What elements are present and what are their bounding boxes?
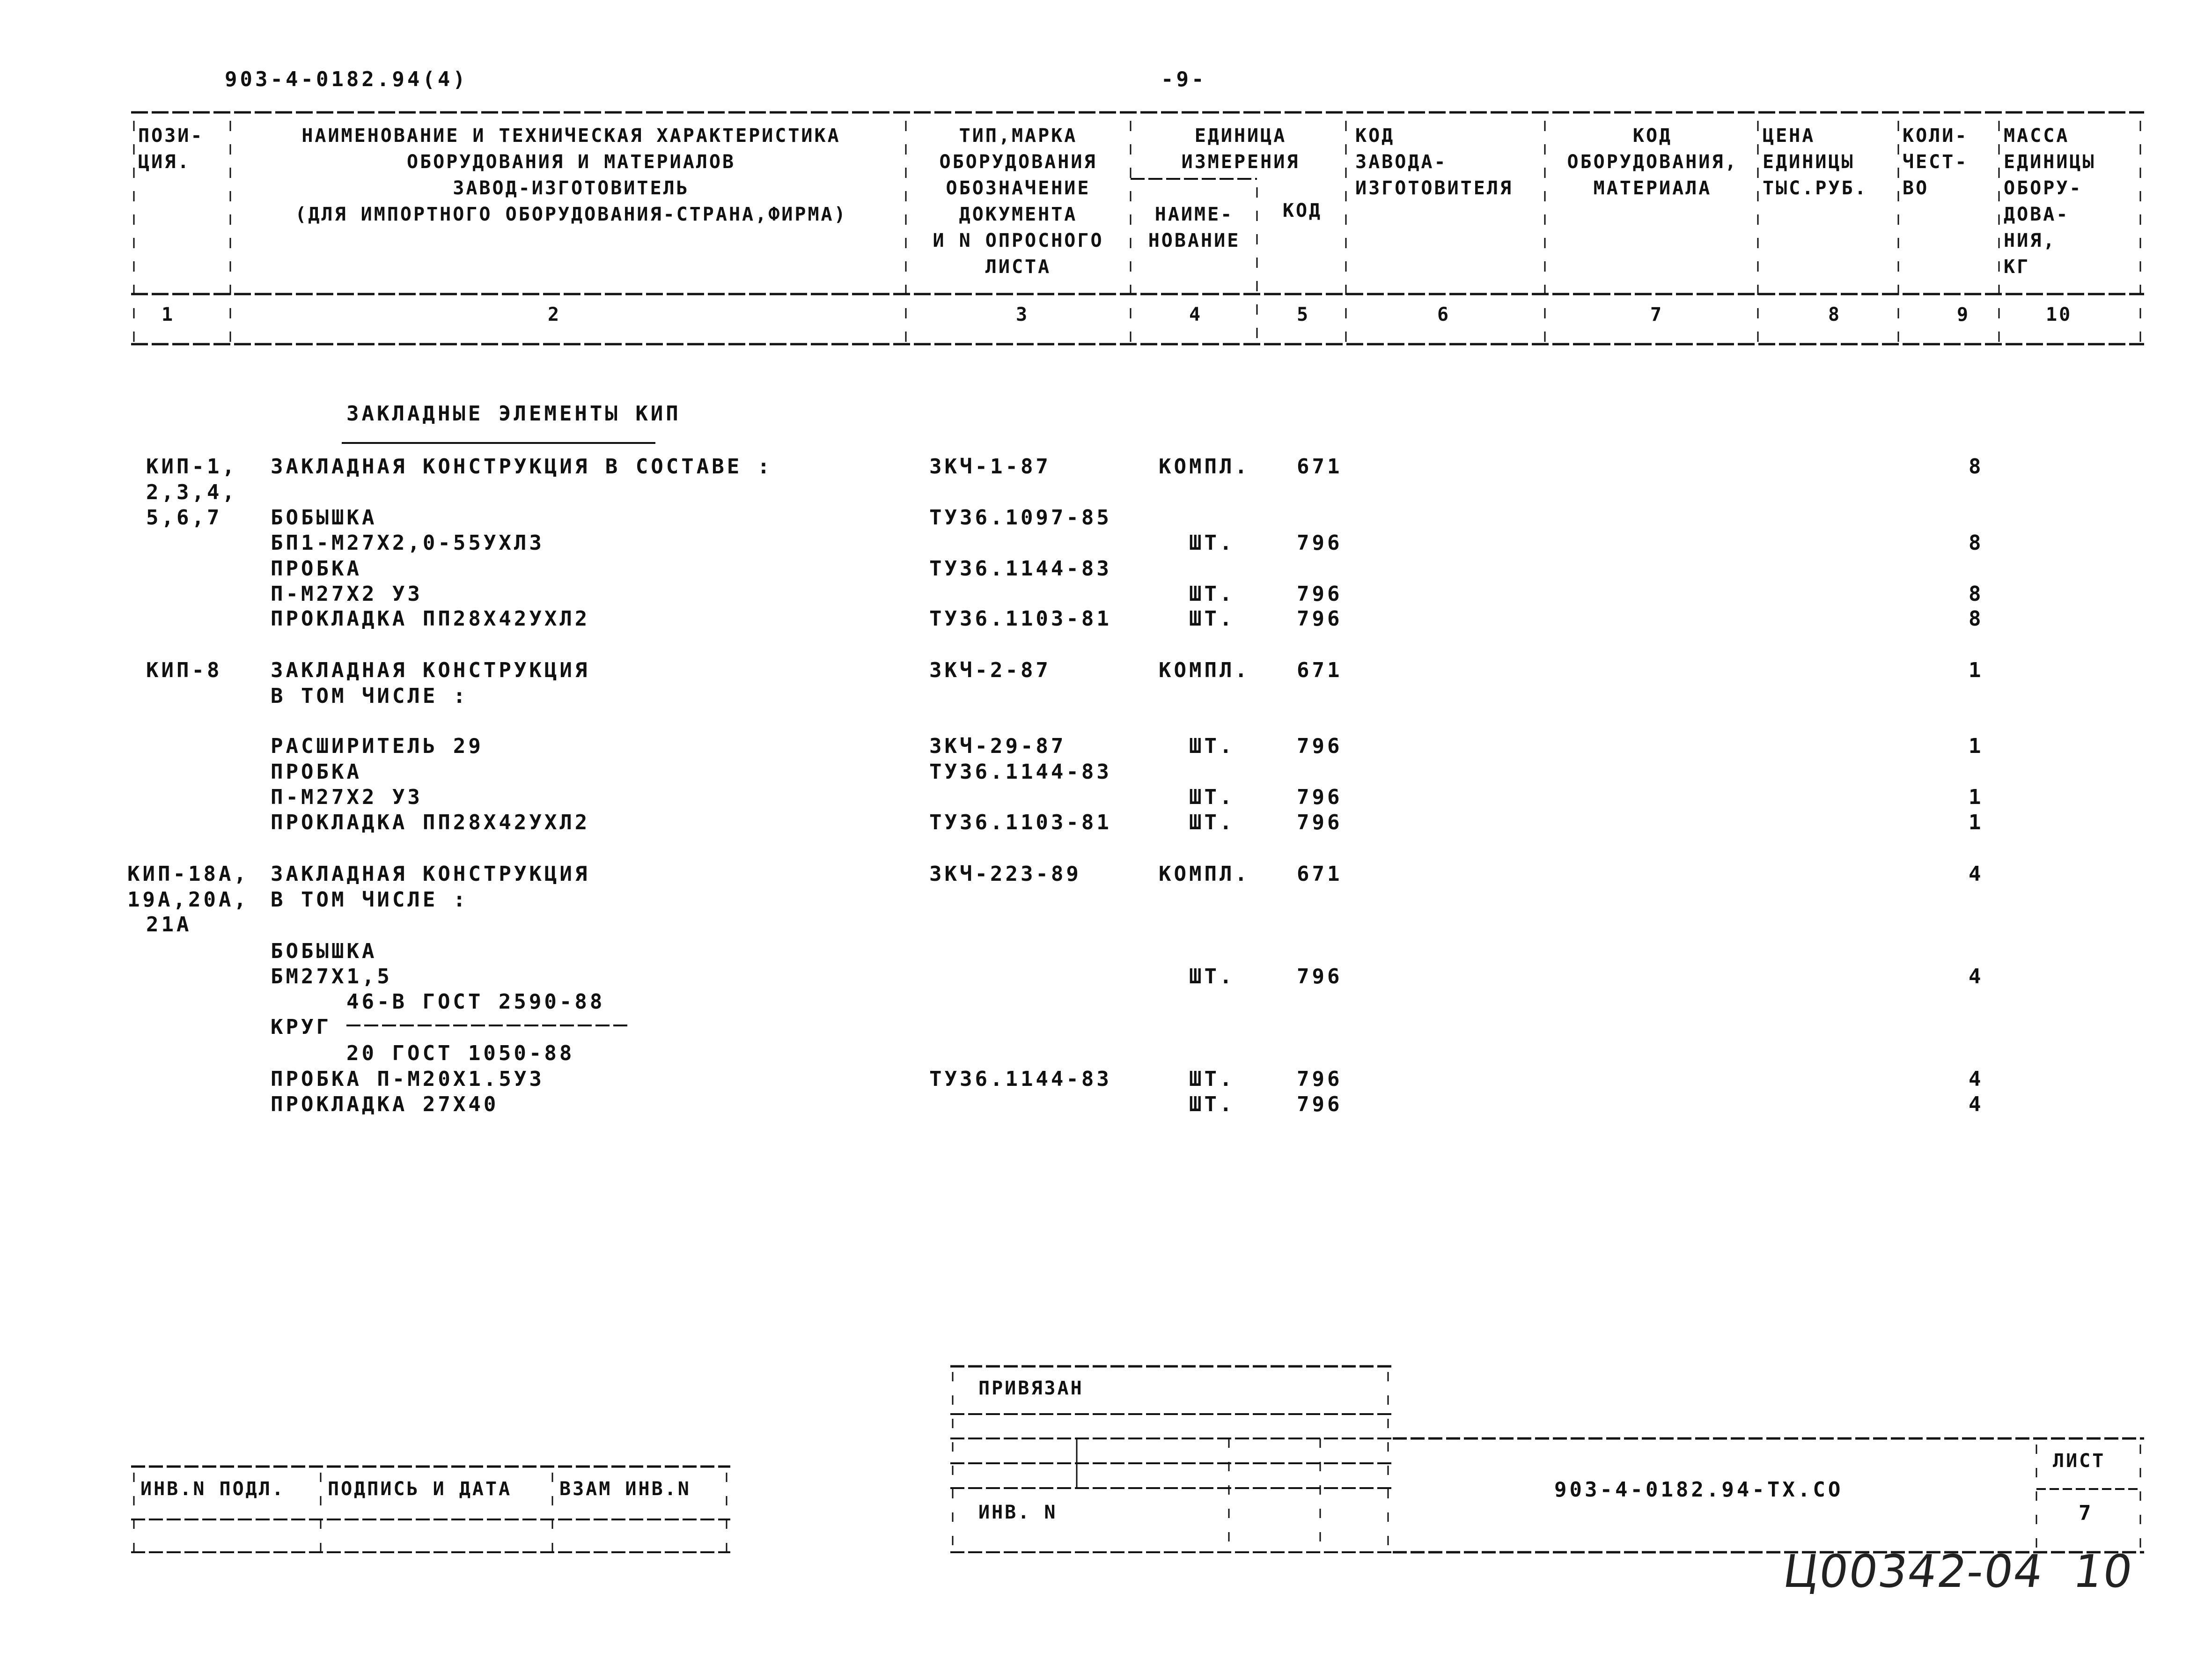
row-name: БОБЫШКА	[271, 939, 377, 963]
header-col10: МАССА ЕДИНИЦЫ ОБОРУ- ДОВА- НИЯ, КГ	[2004, 125, 2096, 278]
column-number: 10	[2046, 304, 2072, 325]
column-number: 2	[548, 304, 561, 325]
row-unit: ШТ.	[1189, 734, 1235, 758]
row-name: В ТОМ ЧИСЛЕ :	[271, 888, 469, 912]
section-title: ЗАКЛАДНЫЕ ЭЛЕМЕНТЫ КИП	[346, 402, 681, 426]
stamp-doc-number: 903-4-0182.94-ТХ.СО	[1554, 1478, 1844, 1502]
row-name: ПРОКЛАДКА ПП28Х42УХЛ2	[271, 607, 590, 631]
page-marker: -9-	[1161, 67, 1207, 91]
header-col5: КОД	[1282, 200, 1323, 221]
row-qty: 1	[1969, 811, 1984, 834]
row-type: ТУ36.1097-85	[929, 506, 1112, 530]
stamp-vzam-inv: ВЗАМ ИНВ.N	[559, 1478, 691, 1500]
row-type: ЗКЧ-2-87	[929, 658, 1051, 682]
row-name: БОБЫШКА	[271, 506, 377, 530]
row-qty: 1	[1969, 734, 1984, 758]
column-number: 9	[1957, 304, 1970, 325]
row-name: В ТОМ ЧИСЛЕ :	[271, 684, 469, 708]
row-type: ЗКЧ-1-87	[929, 455, 1051, 479]
row-code: 796	[1297, 531, 1343, 555]
stamp-inv-n: ИНВ. N	[978, 1502, 1058, 1523]
row-type: ТУ36.1144-83	[929, 760, 1112, 784]
header-col2: НАИМЕНОВАНИЕ И ТЕХНИЧЕСКАЯ ХАРАКТЕРИСТИКА ОБОРУДОВАНИЯ И МАТЕРИАЛОВ ЗАВОД-ИЗГОТОВИТЕЛЬ (ДЛЯ ИМПОРТНОГО ОБОРУДОВАНИЯ-СТРАНА,ФИРМА)	[295, 125, 847, 225]
column-number: 1	[162, 304, 175, 325]
row-qty: 4	[1969, 1092, 1984, 1116]
row-qty: 8	[1969, 582, 1984, 606]
row-code: 796	[1297, 1067, 1343, 1091]
row-type: ТУ36.1144-83	[929, 557, 1112, 581]
row-pos: КИП-1,	[146, 455, 237, 479]
row-code: 796	[1297, 582, 1343, 606]
row-unit: ШТ.	[1189, 785, 1235, 809]
header-col7: КОД ОБОРУДОВАНИЯ, МАТЕРИАЛА	[1567, 125, 1738, 199]
row-name: ЗАКЛАДНАЯ КОНСТРУКЦИЯ В СОСТАВЕ :	[271, 455, 773, 479]
stamp-inv-podl: ИНВ.N ПОДЛ.	[140, 1478, 285, 1500]
row-unit: ШТ.	[1189, 531, 1235, 555]
row-unit: ШТ.	[1189, 607, 1235, 631]
row-code: 796	[1297, 811, 1343, 834]
row-type: ТУ36.1144-83	[929, 1067, 1112, 1091]
header-col1: ПОЗИ- ЦИЯ.	[138, 125, 204, 173]
column-number: 6	[1437, 304, 1451, 325]
row-type: ТУ36.1103-81	[929, 607, 1112, 631]
row-name: КРУГ	[271, 1015, 331, 1039]
row-qty: 4	[1969, 965, 1984, 988]
document-code: 903-4-0182.94(4)	[225, 67, 468, 91]
handwritten-archive-number: Ц00342-04 10	[1780, 1545, 2137, 1598]
row-name: ЗАКЛАДНАЯ КОНСТРУКЦИЯ	[271, 862, 590, 886]
header-col6: КОД ЗАВОДА- ИЗГОТОВИТЕЛЯ	[1355, 125, 1513, 199]
row-code: 796	[1297, 734, 1343, 758]
row-name: ПРОБКА П-М20Х1.5У3	[271, 1067, 544, 1091]
row-name: П-М27Х2 У3	[271, 785, 423, 809]
row-unit: ШТ.	[1189, 1092, 1235, 1116]
row-name: ПРОКЛАДКА ПП28Х42УХЛ2	[271, 811, 590, 834]
row-unit: КОМПЛ.	[1159, 862, 1250, 886]
row-qty: 4	[1969, 862, 1984, 886]
row-unit: КОМПЛ.	[1159, 455, 1250, 479]
row-name: 46-В ГОСТ 2590-88	[346, 990, 605, 1014]
row-qty: 8	[1969, 455, 1984, 479]
row-pos: 5,6,7	[146, 506, 222, 530]
row-unit: ШТ.	[1189, 582, 1235, 606]
row-qty: 8	[1969, 607, 1984, 631]
row-name: П-М27Х2 У3	[271, 582, 423, 606]
header-col8: ЦЕНА ЕДИНИЦЫ ТЫС.РУБ.	[1763, 125, 1868, 199]
row-name: ПРОБКА	[271, 557, 362, 581]
column-number: 8	[1828, 304, 1842, 325]
header-col3: ТИП,МАРКА ОБОРУДОВАНИЯ ОБОЗНАЧЕНИЕ ДОКУМЕНТА И N ОПРОСНОГО ЛИСТА	[933, 125, 1104, 278]
row-pos: 21А	[146, 913, 192, 936]
header-col9: КОЛИ- ЧЕСТ- ВО	[1903, 125, 1969, 199]
row-name: БМ27Х1,5	[271, 965, 392, 988]
row-code: 671	[1297, 455, 1343, 479]
row-qty: 8	[1969, 531, 1984, 555]
row-unit: КОМПЛ.	[1159, 658, 1250, 682]
row-qty: 1	[1969, 785, 1984, 809]
row-pos: КИП-18А,	[127, 862, 249, 886]
row-code: 796	[1297, 785, 1343, 809]
row-code: 796	[1297, 965, 1343, 988]
row-unit: ШТ.	[1189, 811, 1235, 834]
column-number: 4	[1189, 304, 1203, 325]
row-name: ЗАКЛАДНАЯ КОНСТРУКЦИЯ	[271, 658, 590, 682]
row-pos: 2,3,4,	[146, 480, 237, 504]
row-name: 20 ГОСТ 1050-88	[346, 1041, 575, 1065]
stamp-sheet-label: ЛИСТ	[2053, 1450, 2106, 1472]
row-pos: КИП-8	[146, 658, 222, 682]
row-qty: 4	[1969, 1067, 1984, 1091]
row-type: ТУ36.1103-81	[929, 811, 1112, 834]
row-qty: 1	[1969, 658, 1984, 682]
row-code: 671	[1297, 862, 1343, 886]
row-name: ПРОКЛАДКА 27Х40	[271, 1092, 499, 1116]
row-name: РАСШИРИТЕЛЬ 29	[271, 734, 484, 758]
row-type: ЗКЧ-223-89	[929, 862, 1081, 886]
column-number: 5	[1297, 304, 1310, 325]
row-unit: ШТ.	[1189, 965, 1235, 988]
row-type: ЗКЧ-29-87	[929, 734, 1066, 758]
row-code: 671	[1297, 658, 1343, 682]
stamp-sheet-number: 7	[2079, 1501, 2094, 1525]
row-code: 796	[1297, 1092, 1343, 1116]
header-col4: НАИМЕ- НОВАНИЕ	[1148, 204, 1241, 251]
stamp-signature-date: ПОДПИСЬ И ДАТА	[328, 1478, 512, 1500]
column-number: 7	[1650, 304, 1664, 325]
header-col45-group: ЕДИНИЦА ИЗМЕРЕНИЯ	[1181, 125, 1300, 173]
stamp-privyazan: ПРИВЯЗАН	[978, 1378, 1084, 1399]
row-code: 796	[1297, 607, 1343, 631]
row-name: ПРОБКА	[271, 760, 362, 784]
row-name: БП1-М27Х2,0-55УХЛ3	[271, 531, 544, 555]
row-unit: ШТ.	[1189, 1067, 1235, 1091]
column-number: 3	[1016, 304, 1029, 325]
row-pos: 19А,20А,	[127, 888, 249, 912]
